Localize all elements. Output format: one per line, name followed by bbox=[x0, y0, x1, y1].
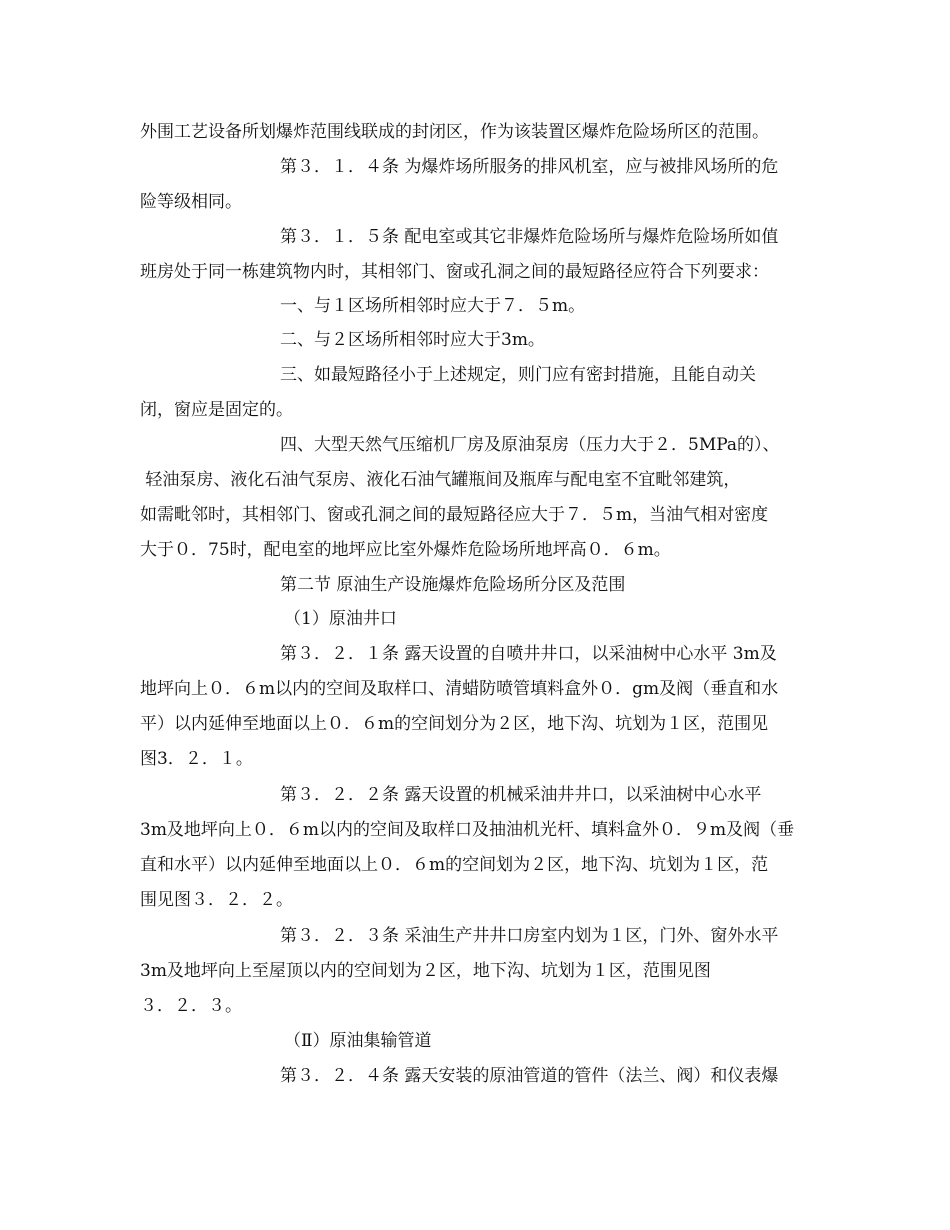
text-line: 围见图３．２．２。 bbox=[140, 890, 293, 910]
text-line: 第３．２．４条 露天安装的原油管道的管件（法兰、阀）和仪表爆 bbox=[280, 1066, 779, 1086]
section-heading: 第二节 原油生产设施爆炸危险场所分区及范围 bbox=[280, 575, 626, 595]
text-line: 班房处于同一栋建筑物内时，其相邻门、窗或孔洞之间的最短路径应符合下列要求： bbox=[140, 262, 769, 282]
text-line: 轻油泵房、液化石油气泵房、液化石油气罐瓶间及瓶库与配电室不宜毗邻建筑， bbox=[140, 470, 741, 490]
text-line: 3m及地坪向上０．６m以内的空间及取样口及抽油机光杆、填料盒外０．９m及阀（垂 bbox=[140, 820, 795, 840]
text-line: 第３．２．１条 露天设置的自喷井井口，以采油树中心水平 3m及 bbox=[280, 644, 777, 664]
text-line: 险等级相同。 bbox=[140, 192, 242, 212]
text-line: 地坪向上０．６m以内的空间及取样口、清蜡防喷管填料盒外０．gm及阀（垂直和水 bbox=[140, 679, 779, 699]
subsection-heading: （1）原油井口 bbox=[284, 609, 397, 629]
text-line: 闭，窗应是固定的。 bbox=[140, 400, 293, 420]
text-line: 直和水平）以内延伸至地面以上０．６m的空间划为２区，地下沟、坑划为１区，范 bbox=[140, 855, 769, 875]
text-line: 图3．２．１。 bbox=[140, 749, 253, 769]
text-line: 第３．１．４条 为爆炸场所服务的排风机室，应与被排风场所的危 bbox=[280, 157, 779, 177]
text-line: 大于０．75时，配电室的地坪应比室外爆炸危险场所地坪高０．６m。 bbox=[140, 540, 671, 560]
text-line: 3m及地坪向上至屋顶以内的空间划为２区，地下沟、坑划为１区，范围见图 bbox=[140, 961, 711, 981]
text-line: 平）以内延伸至地面以上０．６m的空间划分为２区，地下沟、坑划为１区，范围见 bbox=[140, 714, 769, 734]
text-line: 二、与２区场所相邻时应大于3m。 bbox=[280, 330, 545, 350]
text-line: 第３．１．５条 配电室或其它非爆炸危险场所与爆炸危险场所如值 bbox=[280, 227, 779, 247]
text-line: 第３．２．３条 采油生产井井口房室内划为１区，门外、窗外水平 bbox=[280, 926, 779, 946]
text-line: 如需毗邻时，其相邻门、窗或孔洞之间的最短路径应大于７．５m，当油气相对密度 bbox=[140, 505, 769, 525]
text-line: 第３．２．２条 露天设置的机械采油井井口，以采油树中心水平 bbox=[280, 785, 762, 805]
text-line: 一、与１区场所相邻时应大于７．５m。 bbox=[280, 296, 586, 316]
text-line: 四、大型天然气压缩机厂房及原油泵房（压力大于２．5MPa的）、 bbox=[280, 435, 780, 455]
text-line: ３．２．３。 bbox=[140, 996, 242, 1016]
subsection-heading: （Ⅱ）原油集输管道 bbox=[284, 1031, 432, 1051]
text-line: 三、如最短路径小于上述规定，则门应有密封措施，且能自动关 bbox=[280, 365, 756, 385]
text-line: 外围工艺设备所划爆炸范围线联成的封闭区，作为该装置区爆炸危险场所区的范围。 bbox=[140, 122, 769, 142]
